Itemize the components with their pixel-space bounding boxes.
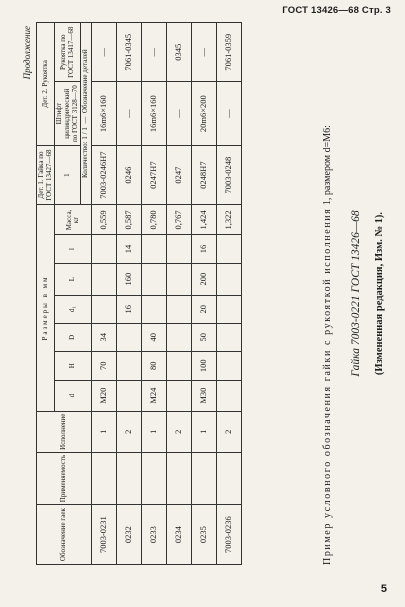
cell-L: 200: [192, 263, 217, 295]
table-row: [142, 23, 167, 565]
cell-version: 2: [117, 411, 142, 452]
details-label: Обозначение деталей: [81, 49, 90, 114]
cell-d: M30: [192, 380, 217, 411]
table-row: [117, 23, 142, 565]
cell-H: 70: [92, 351, 117, 380]
cell-usage: [192, 452, 217, 504]
part1-header: Дет. 1. Гайка по ГОСТ 13427—68: [37, 145, 55, 205]
part2-header: Дет. 2. Рукоятка: [37, 23, 55, 146]
cell-l: [142, 235, 167, 263]
cell-code: 0233: [142, 505, 167, 565]
cell-handle: —: [192, 23, 217, 82]
col-l: l: [55, 235, 92, 263]
col-d1: d₁: [55, 295, 92, 323]
cell-version: 2: [167, 411, 192, 452]
page-header: [0, 0, 405, 22]
qty-handle: 1: [81, 127, 90, 131]
cell-H: 80: [142, 351, 167, 380]
cell-l: [217, 235, 242, 263]
col-D: D: [55, 323, 92, 351]
cell-d1: 20: [192, 295, 217, 323]
page-number: 5: [380, 583, 387, 595]
table-row: [167, 23, 192, 565]
cell-d1: [217, 295, 242, 323]
cell-D: 40: [142, 323, 167, 351]
cell-l: [92, 235, 117, 263]
col-mass: Масса, кг: [55, 205, 92, 235]
cell-nut: 0246: [117, 145, 142, 205]
cell-L: [92, 263, 117, 295]
cell-d1: [142, 295, 167, 323]
cell-mass: 0,767: [167, 205, 192, 235]
cell-code: 0234: [167, 505, 192, 565]
cell-handle: —: [92, 23, 117, 82]
cell-L: [217, 263, 242, 295]
quantity-label: Количество: [81, 143, 90, 179]
cell-code: 0232: [117, 505, 142, 565]
cell-l: 14: [117, 235, 142, 263]
cell-l: [167, 235, 192, 263]
cell-nut: 7003-0248: [217, 145, 242, 205]
cell-handle: 0345: [167, 23, 192, 82]
continuation-label: Продолжение: [22, 26, 32, 80]
handle-header: Рукоятка по ГОСТ 13417—68: [55, 23, 81, 82]
cell-mass: 0,587: [117, 205, 142, 235]
designation-example-caption: [322, 22, 335, 565]
cell-H: [167, 351, 192, 380]
cell-version: 1: [192, 411, 217, 452]
cell-usage: [92, 452, 117, 504]
cell-d1: [167, 295, 192, 323]
cell-nut: 0247: [167, 145, 192, 205]
cell-mass: 1,322: [217, 205, 242, 235]
cell-handle: 7061-0345: [117, 23, 142, 82]
designation-example: Гайка 7003-0221 ГОСТ 13426—68: [350, 210, 362, 377]
cell-handle: 7061-0359: [217, 23, 242, 82]
table-row: [92, 23, 117, 565]
cell-usage: [167, 452, 192, 504]
cell-H: [217, 351, 242, 380]
caption-rest: 1, размером d=M6:: [322, 125, 333, 206]
cell-version: 1: [92, 411, 117, 452]
cell-l: 16: [192, 235, 217, 263]
table-body: [92, 23, 242, 565]
cell-mass: 0,559: [92, 205, 117, 235]
cell-pin: 20m6×200: [192, 82, 217, 145]
standard-header: ГОСТ 13426—68 Стр. 3: [282, 5, 391, 16]
spec-table: [36, 22, 242, 565]
cell-L: [142, 263, 167, 295]
cell-code: 7003-0236: [217, 505, 242, 565]
pin-header: Штифт цилиндрический по ГОСТ 3128—70: [55, 82, 81, 145]
cell-d: [217, 380, 242, 411]
cell-handle: —: [142, 23, 167, 82]
caption-spaced: Пример условного обозначения гайки с рукояткой исполнения: [322, 207, 333, 565]
table-row: [217, 23, 242, 565]
cell-D: 50: [192, 323, 217, 351]
cell-nut: 7003-0246Н7: [92, 145, 117, 205]
cell-L: 160: [117, 263, 142, 295]
col-usage: Применяемость: [37, 452, 92, 504]
cell-d: M20: [92, 380, 117, 411]
col-d: d: [55, 380, 92, 411]
table-row: [192, 23, 217, 565]
cell-L: [167, 263, 192, 295]
cell-d1: 16: [117, 295, 142, 323]
cell-d: [117, 380, 142, 411]
cell-pin: 16m6×160: [142, 82, 167, 145]
cell-code: 7003-0231: [92, 505, 117, 565]
cell-usage: [117, 452, 142, 504]
cell-mass: 1,424: [192, 205, 217, 235]
cell-nut: 0248Н7: [192, 145, 217, 205]
cell-usage: [142, 452, 167, 504]
cell-D: [217, 323, 242, 351]
cell-pin: —: [117, 82, 142, 145]
cell-d: [167, 380, 192, 411]
cell-mass: 0,780: [142, 205, 167, 235]
cell-version: 2: [217, 411, 242, 452]
cell-nut: 0247Н7: [142, 145, 167, 205]
cell-D: [117, 323, 142, 351]
cell-D: 34: [92, 323, 117, 351]
cell-version: 1: [142, 411, 167, 452]
col-H: H: [55, 351, 92, 380]
col-designation: Обозначение гаек: [37, 505, 92, 565]
cell-d1: [92, 295, 117, 323]
cell-pin: —: [217, 82, 242, 145]
cell-code: 0235: [192, 505, 217, 565]
cell-pin: 16m6×160: [92, 82, 117, 145]
quantity-row: Количество: 1 / 1 — Обозначение деталей: [81, 23, 92, 205]
cell-pin: —: [167, 82, 192, 145]
sizes-header: Размеры в мм: [37, 205, 55, 411]
rotated-content: [22, 22, 395, 565]
cell-d: M24: [142, 380, 167, 411]
cell-H: 100: [192, 351, 217, 380]
qty-nut: 1: [55, 145, 81, 205]
col-L: L: [55, 263, 92, 295]
cell-usage: [217, 452, 242, 504]
cell-D: [167, 323, 192, 351]
amendment-note: (Измененная редакция, Изм. № 1).: [374, 211, 385, 376]
col-version: Исполнение: [37, 411, 92, 452]
qty-pin: 1: [81, 136, 90, 140]
cell-H: [117, 351, 142, 380]
